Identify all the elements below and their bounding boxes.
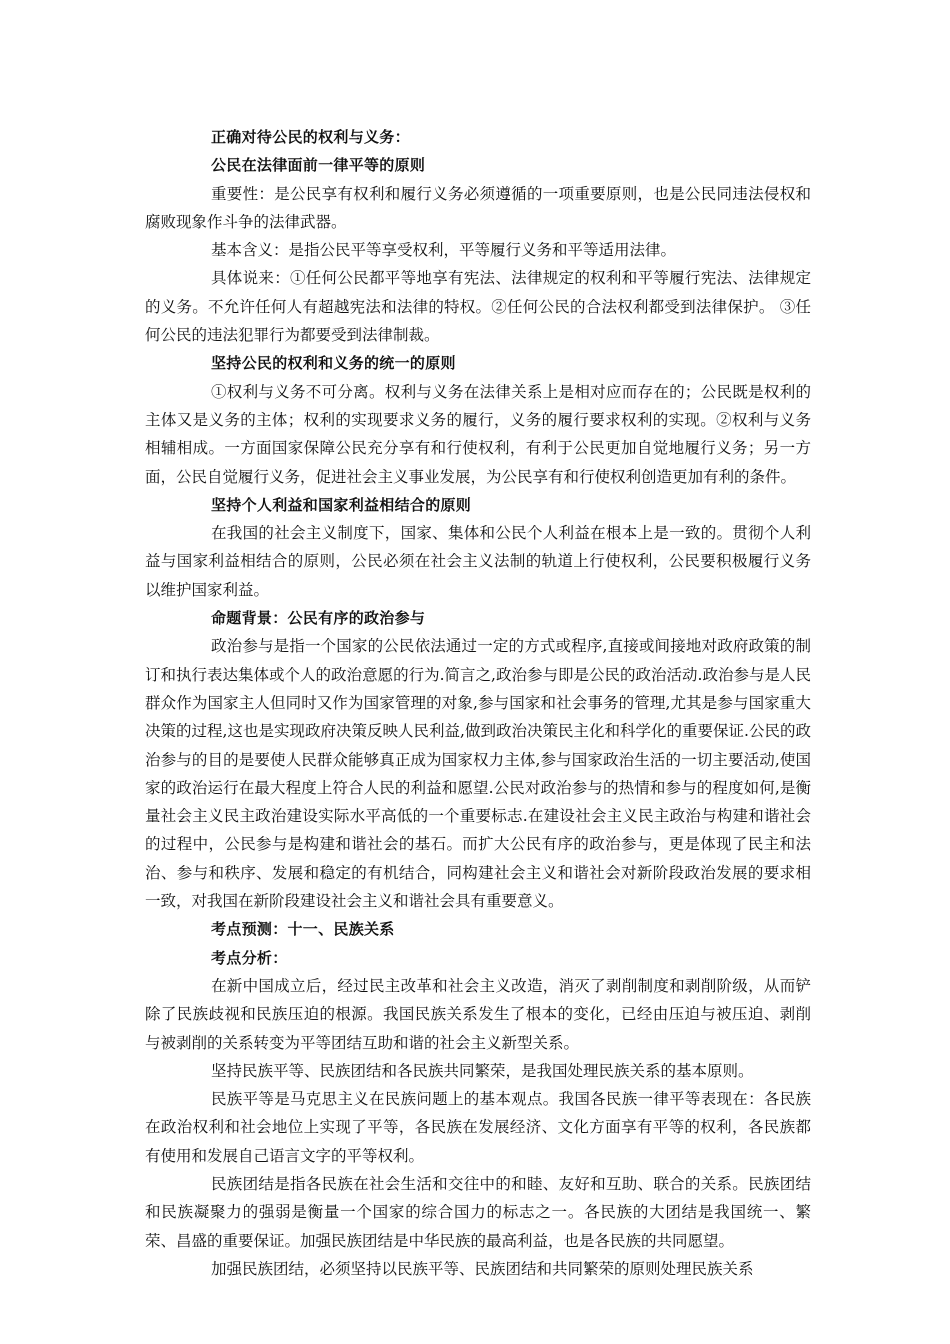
section-heading: 考点预测：十一、民族关系 (211, 920, 395, 939)
body-paragraph: 民族平等是马克思主义在民族问题上的基本观点。我国各民族一律平等表现在：各民族在政治权利和社会地位上实现了平等，各民族在发展经济、文化方面享有平等的权利，各民族都有使用和发展自己语言文字的平等权利。 (145, 1090, 811, 1165)
body-paragraph: 加强民族团结，必须坚持以民族平等、民族团结和共同繁荣的原则处理民族关系 (211, 1259, 754, 1278)
body-paragraph: 具体说来：①任何公民都平等地享有宪法、法律规定的权利和平等履行宪法、法律规定的义务。不允许任何人有超越宪法和法律的特权。②任何公民的合法权利都受到法律保护。 ③任何公民的违法犯罪行为都要受到法律制裁。 (145, 269, 811, 345)
body-paragraph: 在我国的社会主义制度下，国家、集体和公民个人利益在根本上是一致的。贯彻个人利益与国家利益相结合的原则，公民必须在社会主义法制的轨道上行使权利，公民要积极履行义务以维护国家利益。 (145, 524, 811, 599)
body-paragraph: 民族团结是指各民族在社会生活和交往中的和睦、友好和互助、联合的关系。民族团结和民族凝聚力的强弱是衡量一个国家的综合国力的标志之一。各民族的大团结是我国统一、繁荣、昌盛的重要保证。加强民族团结是中华民族的最高利益，也是各民族的共同愿望。 (145, 1174, 811, 1250)
section-heading: 考点分析： (211, 948, 288, 967)
body-paragraph: 基本含义：是指公民平等享受权利，平等履行义务和平等适用法律。 (211, 241, 677, 260)
section-heading: 正确对待公民的权利与义务： (211, 128, 410, 146)
body-paragraph: 在新中国成立后，经过民主改革和社会主义改造，消灭了剥削制度和剥削阶级，从而铲除了民族歧视和民族压迫的根源。我国民族关系发生了根本的变化，已经由压迫与被压迫、剥削与被剥削的关系转变为平等团结互助和谐的社会主义新型关系。 (145, 976, 811, 1052)
body-paragraph: ①权利与义务不可分离。权利与义务在法律关系上是相对应而存在的；公民既是权利的主体又是义务的主体；权利的实现要求义务的履行，义务的履行要求权利的实现。②权利与义务相辅相成。一方面国家保障公民充分享有和行使权利，有利于公民更加自觉地履行义务；另一方面，公民自觉履行义务，促进社会主义事业发展，为公民享有和行使权利创造更加有利的条件。 (145, 382, 811, 486)
section-heading: 坚持公民的权利和义务的统一的原则 (211, 354, 456, 373)
section-heading: 命题背景：公民有序的政治参与 (211, 609, 426, 628)
document-body (145, 123, 811, 1283)
body-paragraph: 重要性：是公民享有权利和履行义务必须遵循的一项重要原则，也是公民同违法侵权和腐败现象作斗争的法律武器。 (145, 184, 811, 231)
body-paragraph: 坚持民族平等、民族团结和各民族共同繁荣，是我国处理民族关系的基本原则。 (211, 1061, 754, 1080)
body-paragraph: 政治参与是指一个国家的公民依法通过一定的方式或程序,直接或间接地对政府政策的制订和执行表达集体或个人的政治意愿的行为.简言之,政治参与即是公民的政治活动.政治参与是人民群众作为国家主人但同时又作为国家管理的对象,参与国家和社会事务的管理,尤其是参与国家重大决策的过程,这也是实现政府决策反映人民利益,做到政治决策民主化和科学化的重要保证.公民的政治参与的目的是要使人民群众能够真正成为国家权力主体,参与国家政治生活的一切主要活动,使国家的政治运行在最大程度上符合人民的利益和愿望.公民对政治参与的热情和参与的程度如何,是衡量社会主义民主政治建设实际水平高低的一个重要标志.在建设社会主义民主政治与构建和谐社会的过程中，公民参与是构建和谐社会的基石。而扩大公民有序的政治参与，更是体现了民主和法治、参与和秩序、发展和稳定的有机结合，同构建社会主义和谐社会对新阶段政治发展的要求相一致，对我国在新阶段建设社会主义和谐社会具有重要意义。 (145, 637, 811, 911)
section-heading: 坚持个人利益和国家利益相结合的原则 (211, 495, 472, 514)
section-heading: 公民在法律面前一律平等的原则 (211, 156, 426, 175)
